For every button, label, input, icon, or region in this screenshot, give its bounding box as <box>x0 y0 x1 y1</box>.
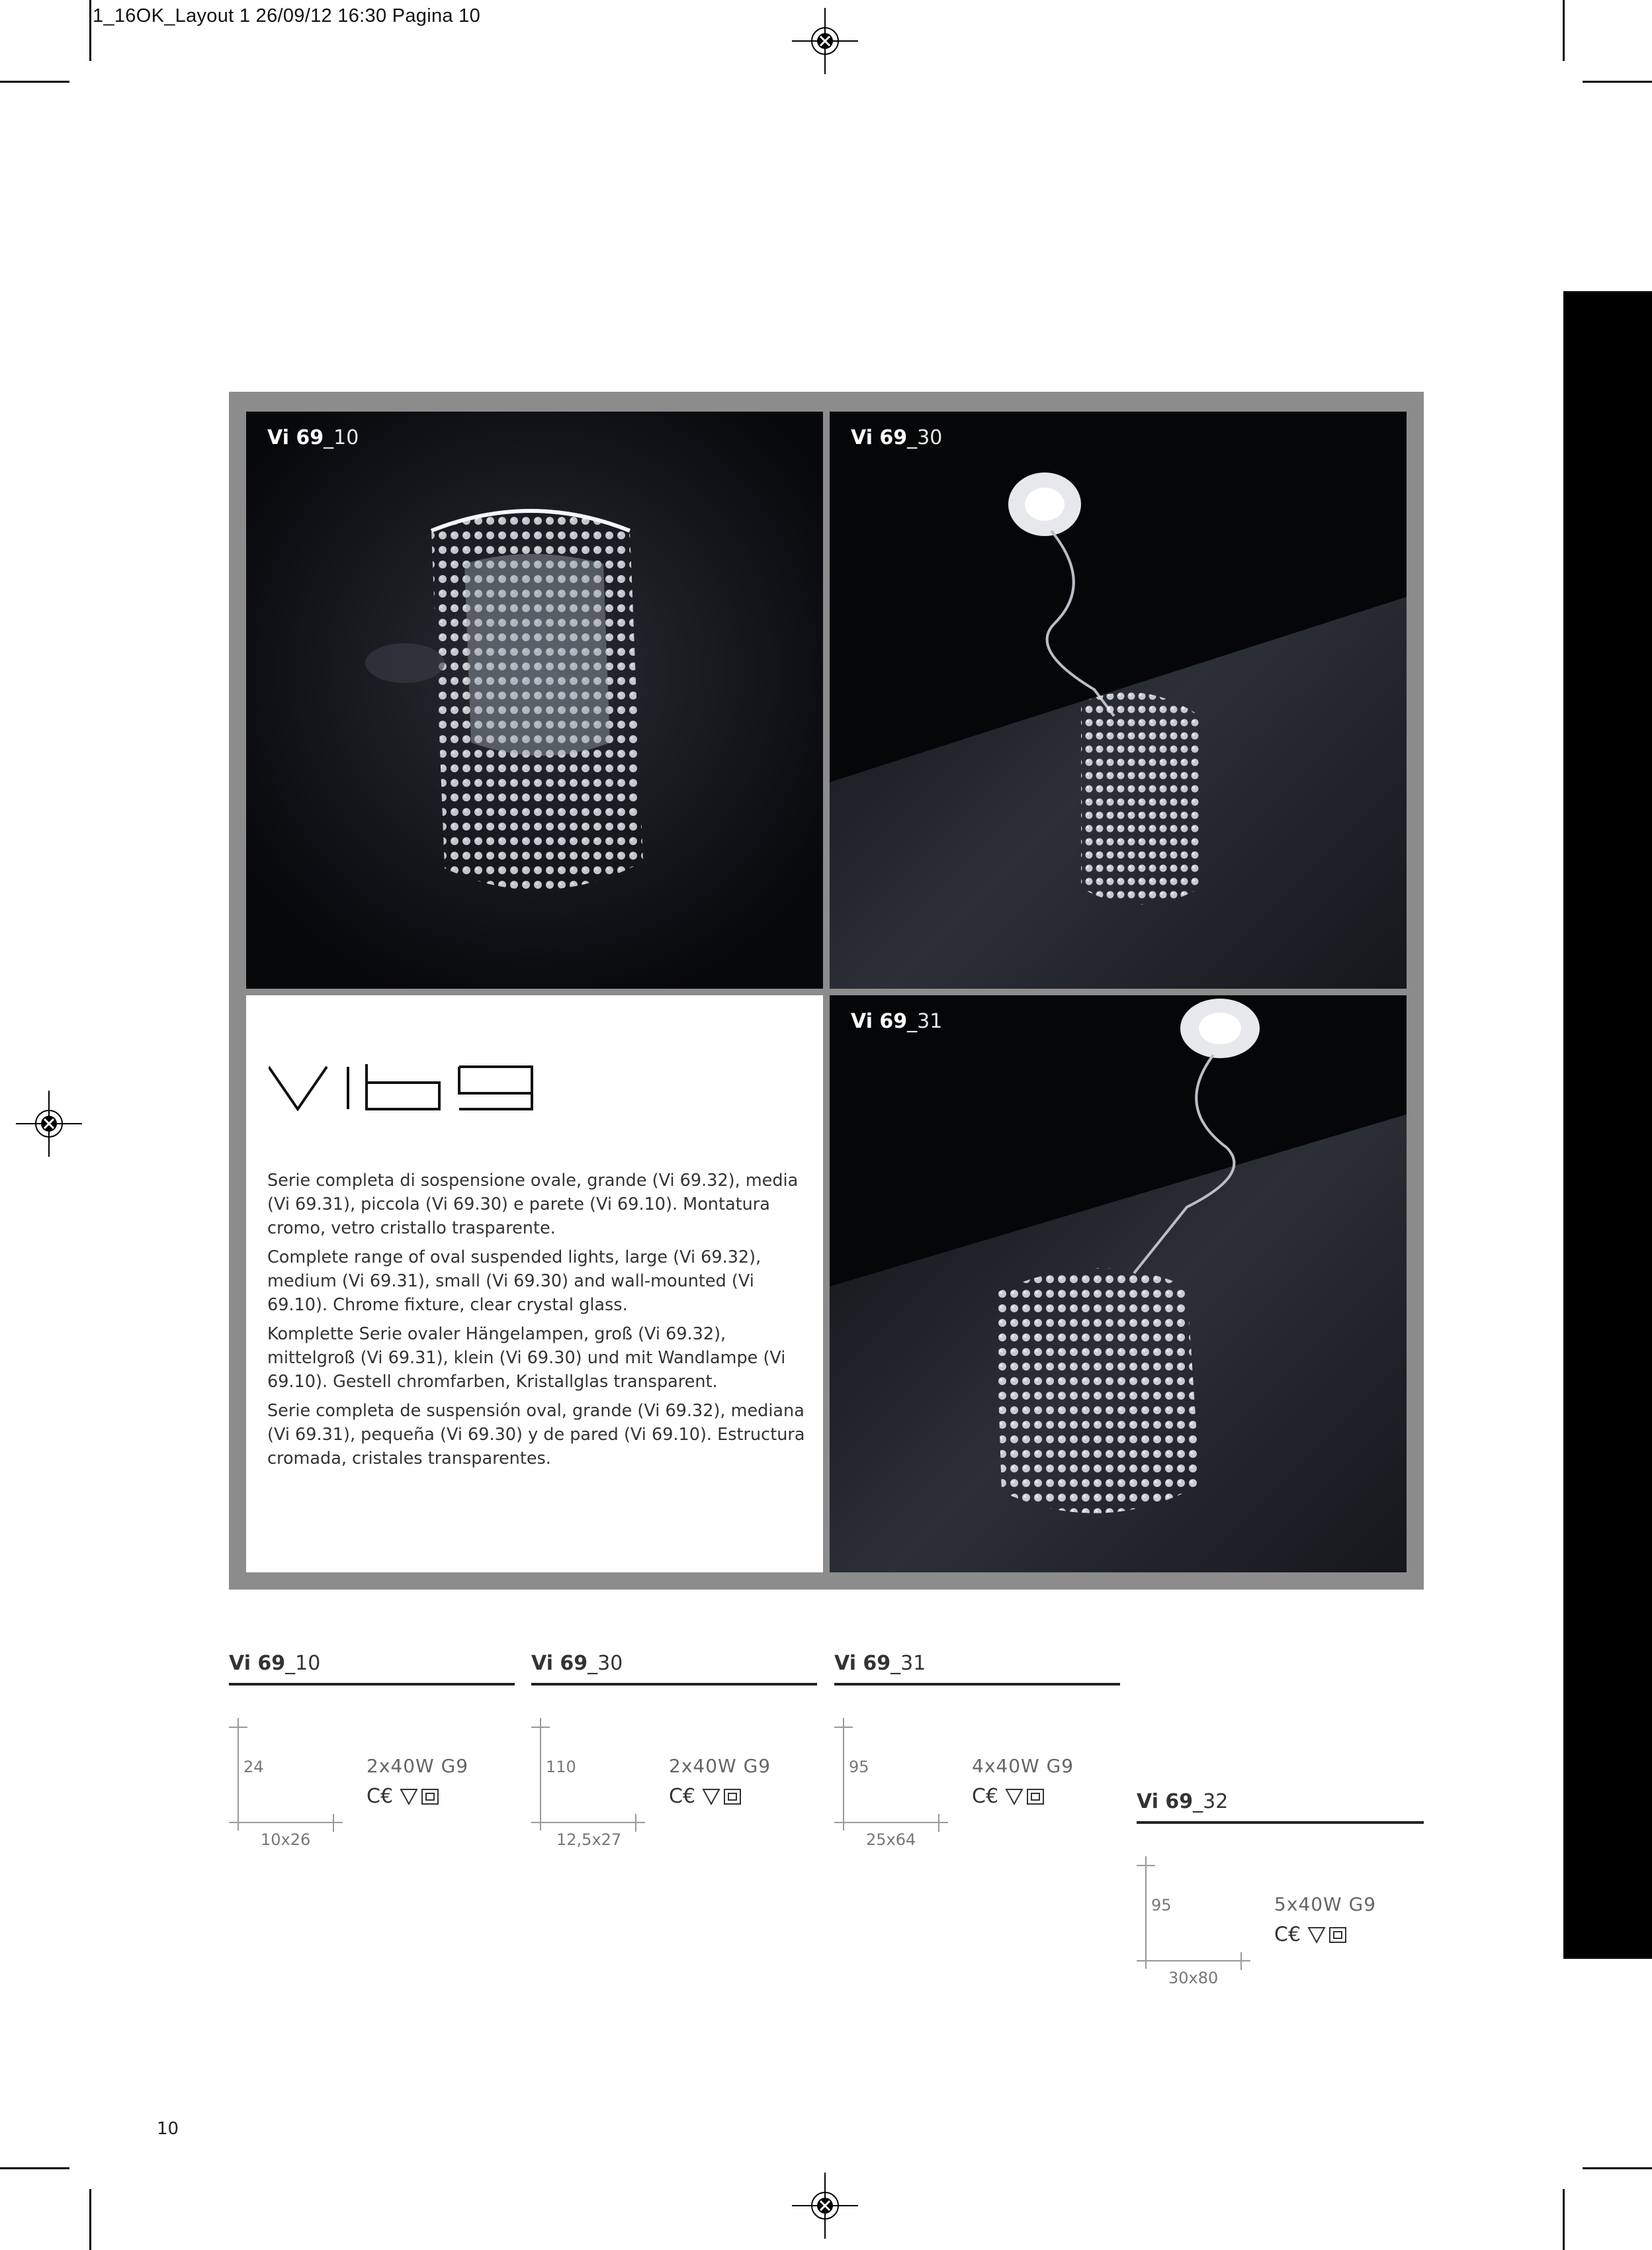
photo-wall-lamp <box>246 412 823 989</box>
height-value: 95 <box>849 1758 869 1776</box>
dimension-frame-icon <box>531 1718 664 1837</box>
product-code: Vi 69 <box>531 1652 588 1675</box>
product-code: Vi 69 <box>1137 1790 1194 1813</box>
spec-block <box>1137 1790 1424 2002</box>
product-panel <box>229 392 1424 1590</box>
page-number: 10 <box>157 2119 179 2139</box>
crop-mark <box>89 2189 91 2250</box>
product-code: Vi 69 <box>851 1010 908 1033</box>
product-suffix: _10 <box>324 426 359 449</box>
pendant-small-illustration <box>830 412 1407 989</box>
product-code: Vi 69 <box>229 1652 286 1675</box>
dimension-frame-icon <box>1137 1856 1269 1975</box>
description-en: Complete range of oval suspended lights, large (Vi 69.32), medium (Vi 69.31), small (Vi 69.30) and wall-mounted (Vi 69.10). Chrome fixture, clear crystal glass. <box>267 1247 761 1315</box>
power-value: 2x40W G9 <box>367 1755 469 1777</box>
print-slug: 1_16OK_Layout 1 26/09/12 16:30 Pagina 10 <box>93 5 481 26</box>
photo-label <box>851 1010 942 1033</box>
crop-mark <box>0 81 69 83</box>
power-value: 4x40W G9 <box>972 1755 1074 1777</box>
crop-mark <box>1583 2167 1652 2169</box>
spec-block <box>531 1652 817 1864</box>
description-es: Serie completa de suspensión oval, grande (Vi 69.32), mediana (Vi 69.31), pequeña (Vi 69.30) y de pared (Vi 69.10). Estructura cromada, cristales transparentes. <box>267 1401 805 1468</box>
size-value: 12,5x27 <box>556 1830 622 1849</box>
description-de: Komplette Serie ovaler Hängelampen, groß (Vi 69.32), mittelgroß (Vi 69.31), klein (Vi 69.30) und mit Wandlampe (Vi 69.10). Gestell chromfarben, Kristallglas transparent. <box>267 1324 786 1392</box>
registration-mark-icon <box>792 2173 858 2239</box>
crop-mark <box>1563 0 1565 61</box>
dimension-frame-icon <box>229 1718 361 1837</box>
certification-icon <box>669 1785 748 1808</box>
size-value: 10x26 <box>261 1830 311 1849</box>
product-suffix: _31 <box>907 1010 943 1033</box>
size-value: 30x80 <box>1168 1969 1219 1987</box>
photo-label <box>851 426 942 449</box>
spec-heading <box>1137 1790 1424 1824</box>
description-it: Serie completa di sospensione ovale, grande (Vi 69.32), media (Vi 69.31), piccola (Vi 69.30) e parete (Vi 69.10). Montatura cromo, vetro cristallo trasparente. <box>267 1171 799 1238</box>
product-description <box>267 1169 810 1476</box>
spec-heading <box>229 1652 515 1686</box>
product-suffix: _30 <box>587 1652 623 1675</box>
wall-lamp-illustration <box>246 412 823 989</box>
section-tab <box>1563 291 1652 1959</box>
spec-block <box>834 1652 1120 1864</box>
photo-pendant-small <box>830 412 1407 989</box>
crop-mark <box>0 2167 69 2169</box>
product-suffix: _32 <box>1193 1790 1229 1813</box>
power-value: 5x40W G9 <box>1274 1893 1377 1915</box>
description-box <box>246 995 823 1572</box>
certification-icon <box>972 1785 1051 1808</box>
size-value: 25x64 <box>866 1830 916 1849</box>
height-value: 95 <box>1151 1896 1172 1914</box>
height-value: 24 <box>243 1758 264 1776</box>
spec-heading <box>531 1652 817 1686</box>
brand-logo-icon <box>269 1061 533 1114</box>
product-code: Vi 69 <box>834 1652 891 1675</box>
product-suffix: _10 <box>285 1652 321 1675</box>
certification-icon <box>367 1785 446 1808</box>
product-suffix: _31 <box>891 1652 926 1675</box>
pendant-medium-illustration <box>830 995 1407 1572</box>
crop-mark <box>1583 81 1652 83</box>
power-value: 2x40W G9 <box>669 1755 771 1777</box>
crop-mark <box>1563 2189 1565 2250</box>
product-suffix: _30 <box>907 426 943 449</box>
registration-mark-icon <box>16 1091 82 1157</box>
height-value: 110 <box>546 1758 576 1776</box>
registration-mark-icon <box>792 8 858 74</box>
spec-block <box>229 1652 515 1864</box>
product-code: Vi 69 <box>851 426 908 449</box>
certification-icon <box>1274 1924 1354 1946</box>
spec-heading <box>834 1652 1120 1686</box>
product-code: Vi 69 <box>267 426 324 449</box>
crop-mark <box>89 0 91 61</box>
dimension-frame-icon <box>834 1718 967 1837</box>
photo-label <box>267 426 359 449</box>
photo-pendant-medium <box>830 995 1407 1572</box>
